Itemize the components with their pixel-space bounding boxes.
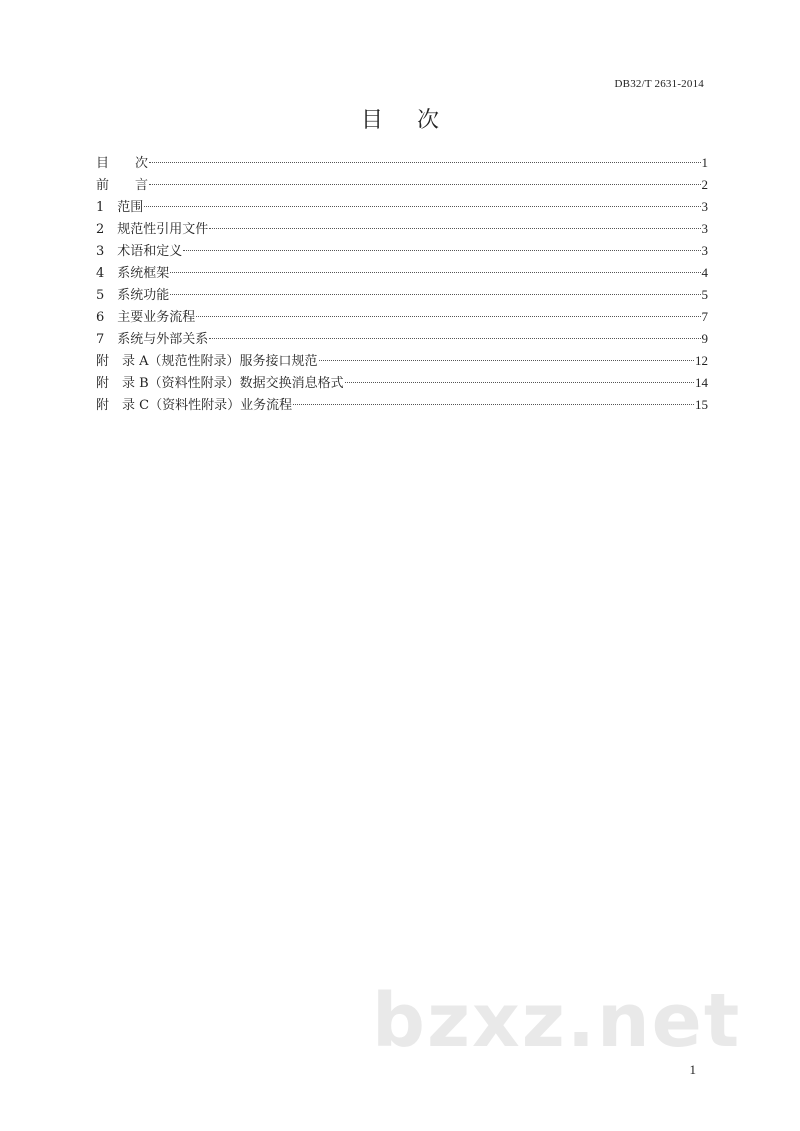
toc-entry-appendix-b[interactable]: [96, 372, 708, 394]
toc-entry-page: 15: [695, 397, 708, 412]
toc-entry-system-functions[interactable]: [96, 284, 708, 306]
toc-entry-page: 14: [695, 375, 708, 390]
toc-entry-label: 前 言: [96, 178, 149, 193]
toc-entry-contents[interactable]: [96, 152, 708, 174]
toc-entry-label: 6 主要业务流程: [96, 310, 196, 325]
toc-leader-dots: [345, 382, 694, 383]
toc-entry-page: 4: [701, 265, 708, 280]
toc-entry-external-relations[interactable]: [96, 328, 708, 350]
toc-leader-dots: [149, 162, 700, 163]
toc-leader-dots: [319, 360, 694, 361]
toc-entry-appendix-a[interactable]: [96, 350, 708, 372]
toc-entry-page: 7: [701, 309, 708, 324]
toc-entry-page: 5: [701, 287, 708, 302]
page-number: 1: [689, 1062, 696, 1077]
toc-entry-page: 2: [701, 177, 708, 192]
toc-entry-label: 2 规范性引用文件: [96, 222, 209, 237]
toc-entry-page: 3: [701, 199, 708, 214]
toc-entry-terms-definitions[interactable]: [96, 240, 708, 262]
toc-entry-page: 3: [701, 221, 708, 236]
toc-entry-business-processes[interactable]: [96, 306, 708, 328]
toc-leader-dots: [209, 228, 700, 229]
site-watermark: bzxz.net: [372, 978, 742, 1064]
document-code: DB32/T 2631-2014: [614, 78, 704, 90]
toc-entry-label: 5 系统功能: [96, 288, 170, 303]
toc-entry-page: 12: [695, 353, 708, 368]
toc-entry-label: 目 次: [96, 156, 149, 171]
toc-entry-normative-references[interactable]: [96, 218, 708, 240]
toc-entry-foreword[interactable]: [96, 174, 708, 196]
toc-leader-dots: [209, 338, 700, 339]
toc-entry-page: 1: [701, 155, 708, 170]
toc-leader-dots: [170, 272, 700, 273]
toc-leader-dots: [144, 206, 700, 207]
toc-leader-dots: [293, 404, 694, 405]
toc-entry-label: 4 系统框架: [96, 266, 170, 281]
toc-entry-label: 1 范围: [96, 200, 144, 215]
toc-title: 目次: [360, 108, 473, 133]
toc-entry-scope[interactable]: [96, 196, 708, 218]
toc-leader-dots: [196, 316, 700, 317]
toc-entry-label: 附 录 B（资料性附录）数据交换消息格式: [96, 376, 344, 391]
toc-list: [96, 152, 708, 416]
toc-entry-label: 附 录 A（规范性附录）服务接口规范: [96, 354, 318, 369]
toc-entry-page: 9: [701, 331, 708, 346]
toc-entry-page: 3: [701, 243, 708, 258]
toc-leader-dots: [170, 294, 700, 295]
toc-entry-label: 3 术语和定义: [96, 244, 183, 259]
toc-entry-appendix-c[interactable]: [96, 394, 708, 416]
toc-entry-system-framework[interactable]: [96, 262, 708, 284]
toc-leader-dots: [149, 184, 700, 185]
toc-leader-dots: [183, 250, 700, 251]
toc-entry-label: 附 录 C（资料性附录）业务流程: [96, 398, 293, 413]
toc-entry-label: 7 系统与外部关系: [96, 332, 209, 347]
